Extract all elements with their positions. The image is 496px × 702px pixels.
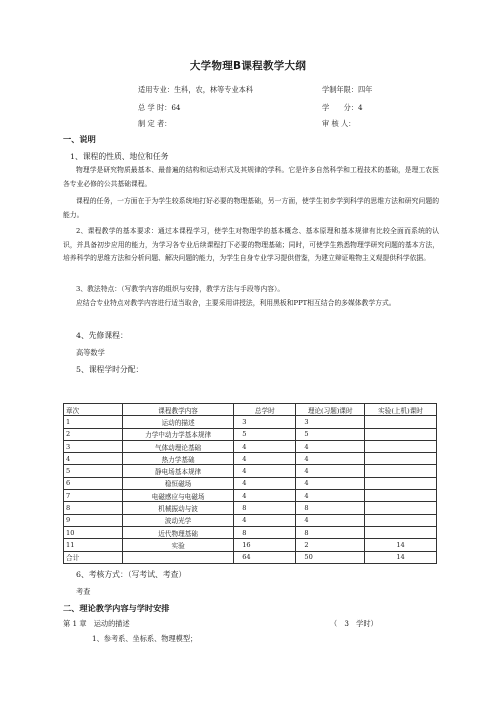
cell-lab (365, 514, 437, 526)
cell-total: 5 (234, 428, 296, 440)
table-row (64, 453, 437, 465)
cell-total: 8 (234, 526, 296, 538)
cell-theory: 8 (296, 502, 365, 514)
cell-chapter: 5 (64, 465, 123, 477)
cell-total: 4 (234, 477, 296, 489)
cell-chapter: 合计 (64, 551, 123, 563)
years-label: 学制年限：四年 (322, 85, 373, 94)
cell-content: 波动光学 (122, 514, 233, 526)
section-heading-explanation: 一、说明 (63, 134, 96, 144)
cell-chapter: 4 (64, 453, 123, 465)
cell-total: 4 (234, 490, 296, 502)
subheading-schedule: 5、课程学时分配： (76, 365, 144, 374)
chapter-1-title: 第 1 章 运动的描述 (63, 619, 130, 628)
cell-theory: 5 (296, 428, 365, 440)
cell-content: 热力学基础 (122, 453, 233, 465)
cell-total: 3 (234, 416, 296, 428)
table-row (64, 514, 437, 526)
cell-lab (365, 477, 437, 489)
table-row (64, 490, 437, 502)
table-row (64, 416, 437, 428)
schedule-table (63, 403, 437, 564)
cell-chapter: 3 (64, 440, 123, 452)
cell-lab: 14 (365, 551, 437, 563)
paragraph-task: 课程的任务，一方面在于为学生较系统地打好必要的物理基础，另一方面，使学生初步学到科学的思维方法和研究问题的能力。 (63, 197, 439, 219)
paragraph-nature: 物理学是研究物质最基本、最普遍的结构和运动形式及其规律的学科。它是许多自然科学和工程技术的基础，是理工农医各专业必修的公共基础课程。 (63, 166, 439, 188)
cell-theory: 3 (296, 416, 365, 428)
major-label: 适用专业：生科，农，林等专业本科 (138, 85, 254, 94)
author-label: 制 定 者： (138, 119, 172, 128)
cell-lab (365, 490, 437, 502)
hours-label: 总 学 时：64 (138, 103, 181, 112)
cell-chapter: 9 (64, 514, 123, 526)
header-chapter: 章次 (64, 404, 123, 416)
cell-total: 64 (234, 551, 296, 563)
header-lab-hours: 实验(上机)课时 (365, 404, 437, 416)
page-title: 大学物理B课程教学大纲 (189, 60, 307, 72)
paragraph-method: 3、教法特点：（写教学内容的组织与安排，教学方法与手段等内容）。 (76, 285, 285, 293)
assessment-value: 考查 (76, 587, 91, 596)
prereq-value: 高等数学 (76, 348, 105, 357)
table-row (64, 428, 437, 440)
subheading-assessment: 6、考核方式：（写考试、考查） (76, 570, 187, 579)
table-row (64, 526, 437, 538)
cell-theory: 4 (296, 440, 365, 452)
cell-lab (365, 416, 437, 428)
cell-lab (365, 502, 437, 514)
paragraph-method-detail: 应结合专业特点对教学内容进行适当取舍，主要采用讲授法，利用黑板和PPT相互结合的多媒体教学方式。 (76, 299, 396, 307)
cell-total: 4 (234, 453, 296, 465)
cell-content (122, 551, 233, 563)
cell-content: 稳恒磁场 (122, 477, 233, 489)
header-theory-hours: 理论(习题)课时 (296, 404, 365, 416)
credits-label: 学 分：4 (322, 103, 363, 112)
table-row (64, 539, 437, 551)
header-total-hours: 总学时 (234, 404, 296, 416)
cell-lab (365, 428, 437, 440)
cell-theory: 4 (296, 477, 365, 489)
chapter-1-item-1: 1、参考系、坐标系、物理模型； (92, 634, 198, 643)
cell-chapter: 7 (64, 490, 123, 502)
cell-total: 4 (234, 440, 296, 452)
cell-chapter: 11 (64, 539, 123, 551)
table-row (64, 440, 437, 452)
cell-content: 气体动理论基础 (122, 440, 233, 452)
cell-total: 4 (234, 465, 296, 477)
cell-total: 4 (234, 514, 296, 526)
cell-lab (365, 526, 437, 538)
cell-chapter: 8 (64, 502, 123, 514)
chapter-1-hours: （ 3 学时） (330, 619, 378, 628)
subheading-prereq: 4、先修课程： (76, 331, 128, 340)
cell-content: 电磁感应与电磁场 (122, 490, 233, 502)
cell-content: 运动的描述 (122, 416, 233, 428)
cell-content: 力学中动力学基本规律 (122, 428, 233, 440)
table-row (64, 502, 437, 514)
cell-content: 静电场基本规律 (122, 465, 233, 477)
cell-content: 实验 (122, 539, 233, 551)
cell-theory: 4 (296, 490, 365, 502)
table-row (64, 465, 437, 477)
header-content: 课程教学内容 (122, 404, 233, 416)
cell-total: 16 (234, 539, 296, 551)
cell-theory: 50 (296, 551, 365, 563)
cell-lab (365, 440, 437, 452)
cell-theory: 4 (296, 453, 365, 465)
cell-chapter: 2 (64, 428, 123, 440)
table-total-row (64, 551, 437, 563)
cell-content: 机械振动与波 (122, 502, 233, 514)
cell-lab (365, 465, 437, 477)
cell-content: 近代物理基础 (122, 526, 233, 538)
table-row (64, 477, 437, 489)
reviewer-label: 审 核 人： (322, 119, 356, 128)
cell-total: 8 (234, 502, 296, 514)
cell-lab: 14 (365, 539, 437, 551)
cell-theory: 8 (296, 526, 365, 538)
subheading-nature: 1、课程的性质、地位和任务 (70, 152, 169, 161)
paragraph-requirements: 2、课程教学的基本要求：通过本课程学习，使学生对物理学的基本概念、基本原理和基本规律有比较全面而系统的认识，并具备初步应用的能力，为学习各专业后续课程打下必要的物理基础；同时，可使学生熟悉物理学研究问题的基本方法，培养科学的思维方法和分析问题、解决问题的能力，为学生自身专业学习提供借鉴，为建立辩证唯物主义观提供科学依据。 (63, 227, 439, 262)
section-heading-theory: 二、理论教学内容与学时安排 (63, 603, 170, 613)
cell-chapter: 10 (64, 526, 123, 538)
table-header-row (64, 404, 437, 416)
cell-theory: 4 (296, 514, 365, 526)
cell-theory: 4 (296, 465, 365, 477)
cell-theory: 2 (296, 539, 365, 551)
cell-lab (365, 453, 437, 465)
cell-chapter: 6 (64, 477, 123, 489)
cell-chapter: 1 (64, 416, 123, 428)
